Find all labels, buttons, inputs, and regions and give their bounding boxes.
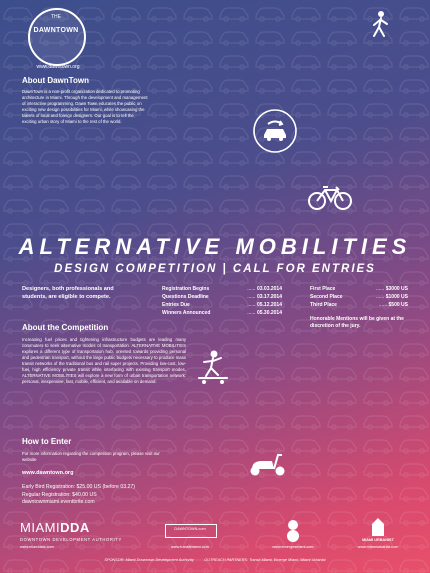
emerge-url[interactable]: www.emergeseiami.com (272, 545, 314, 549)
enter-heading: How to Enter (22, 437, 72, 446)
transit-url[interactable]: www.transitmiami.com (171, 545, 209, 549)
prize-value: ...... $500 US (378, 302, 408, 308)
schedule-row (162, 309, 282, 317)
bicycle-icon (307, 182, 353, 212)
date-value: ...... 05.30.2014 (247, 310, 282, 316)
prize-value: ...... $1000 US (376, 294, 408, 300)
eligibility-text: Designers, both professionals and students, are eligible to compete. (22, 286, 114, 300)
mdda-subtitle: DOWNTOWN DEVELOPMENT AUTHORITY (20, 537, 122, 542)
schedule (162, 285, 282, 317)
date-label: Questions Deadline (162, 294, 209, 300)
honorable-mentions: Honorable Mentions will be given at the discretion of the jury. (310, 316, 404, 329)
sponsor-line: SPONSOR: Miami Downtown Development Authority OUTREACH PARTNERS: Transit Miami, Emerge Miami, Miami Urbanist (104, 558, 326, 562)
date-value: ...... 05.12.2014 (247, 302, 282, 308)
urbanist-logo (370, 516, 386, 538)
logo-url[interactable]: www.dawntown.org (36, 64, 80, 70)
car-share-icon (252, 108, 298, 154)
eventbrite-link[interactable]: dawntownmiami.eventbrite.com (22, 499, 95, 505)
skateboard-icon (196, 350, 230, 386)
regular-fee: Regular Registration: $40.00 US (22, 491, 97, 498)
date-value: ...... 03.03.2014 (247, 286, 282, 292)
early-bird-fee: Early Bird Registration: $25.00 US (before 03.27) (22, 484, 136, 490)
prize-row (310, 293, 408, 301)
urbanist-url[interactable]: www.miamiurbanist.com (357, 545, 399, 549)
prizes (310, 285, 408, 309)
transit-logo-text: DAWNTOWN.com (174, 527, 206, 531)
urbanist-logo-text: MIAMI URBANIST (362, 538, 394, 542)
registration-info (22, 484, 135, 507)
prize-label: Second Place (310, 294, 343, 300)
logo-caption: THE (51, 14, 61, 20)
prize-label: First Place (310, 286, 336, 292)
mdda-name-a: MIAMI (20, 520, 61, 535)
mdda-name-b: DDA (60, 520, 90, 535)
pedestrian-icon (368, 10, 392, 38)
title-main: ALTERNATIVE MOBILITIES (18, 234, 412, 259)
date-label: Winners Announced (162, 310, 211, 316)
mdda-url[interactable]: www.miamidda.com (20, 545, 54, 549)
logo-name: DAWNTOWN (33, 27, 79, 34)
title-sub: DESIGN COMPETITION | CALL FOR ENTRIES (54, 263, 376, 275)
enter-website-link[interactable]: www.dawntown.org (22, 470, 74, 476)
enter-body: For more information regarding the competition program, please visit our website (22, 451, 160, 462)
emerge-logo (284, 518, 302, 542)
competition-body: Increasing fuel prices and tightening infrastructure budgets are leading many commuters to seek alternative modes of transportation. ALTERNATIVE MOBILITIES explores a different type of transportation hub, oriented towards providing personal and pedestrian transport, without the large public budgets necessary to produce mass transit networks of the traditional bus and rail super projects. Providing low-cost, low-fuel, high efficiency private transit while interfacing with existing transport modes, ALTERNATIVE MOBILITIES will explore a new form of urban transportation network: personal, inexpensive, fast, mobile, efficient, and available on demand. (22, 337, 186, 384)
miami-dda-logo (20, 520, 90, 535)
about-body: DawnTown is a non-profit organization dedicated to promoting architecture in Miami. Through the development and management of interactive programming, Dawn Town educates the public on exciting new design possibilities for Miami, while showcasing the talents of local and foreign designers. Our goal is to tell the exciting urban story of Miami to the rest of the world. (22, 89, 148, 124)
date-label: Entries Due (162, 302, 190, 308)
schedule-row (162, 301, 282, 309)
schedule-row (162, 293, 282, 301)
scooter-icon (246, 451, 290, 477)
prize-row (310, 285, 408, 293)
competition-heading: About the Competition (22, 323, 109, 332)
schedule-row (162, 285, 282, 293)
date-label: Registration Begins (162, 286, 210, 292)
about-heading: About DawnTown (22, 76, 89, 85)
prize-value: ...... $3000 US (376, 286, 408, 292)
prize-row (310, 301, 408, 309)
prize-label: Third Place (310, 302, 337, 308)
date-value: ...... 03.17.2014 (247, 294, 282, 300)
